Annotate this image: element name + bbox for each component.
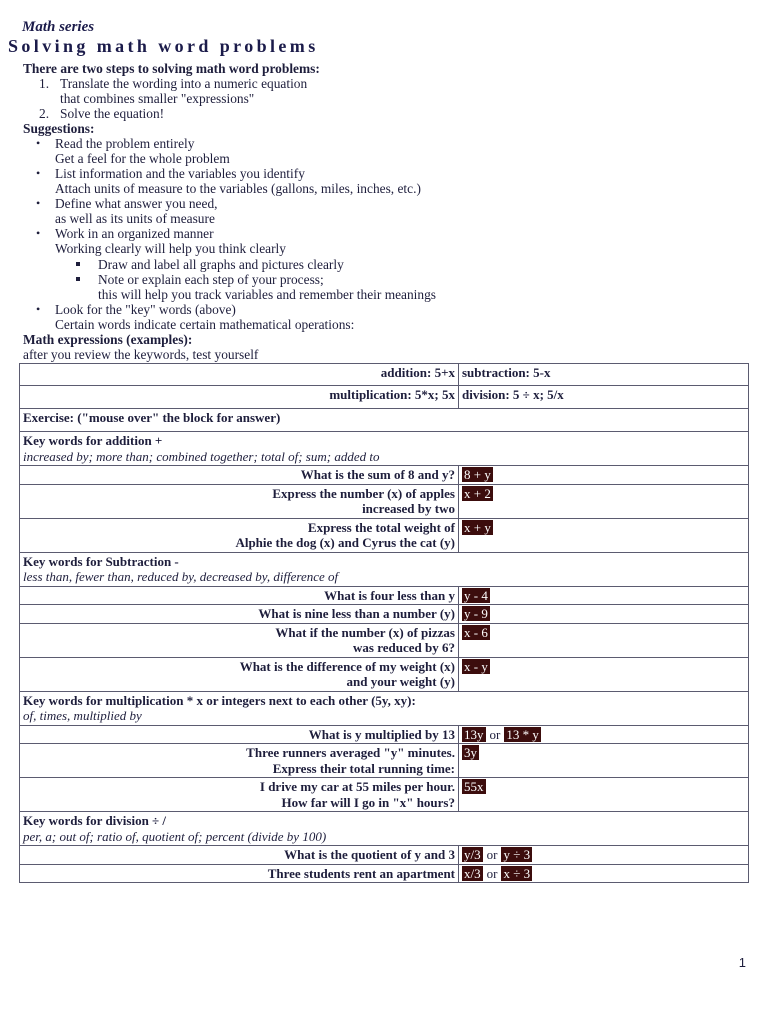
question-cell	[20, 623, 459, 657]
table-row	[20, 725, 749, 744]
suggestion-text: Define what answer you need,	[55, 196, 218, 211]
section-heading: Key words for addition +	[23, 433, 163, 448]
or-label: or	[486, 847, 498, 862]
bullet-icon: •	[36, 166, 41, 180]
table-row	[20, 744, 749, 778]
suggestion-text: Work in an organized manner	[55, 226, 214, 241]
table-row	[20, 364, 749, 386]
section-keywords: increased by; more than; combined together; total of; sum; added to	[23, 448, 380, 464]
exercise-label: Exercise: ("mouse over" the block for answer)	[23, 410, 281, 425]
answer-block[interactable]: y ÷ 3	[503, 847, 531, 862]
bullet-icon: •	[36, 196, 41, 210]
or-label: or	[486, 865, 498, 881]
answer-block[interactable]: x ÷ 3	[503, 865, 531, 881]
page-title: Solving math word problems	[8, 36, 319, 56]
table-row	[20, 586, 749, 605]
table-row	[20, 846, 749, 865]
multiplication-example: multiplication: 5*x; 5x	[20, 386, 459, 409]
question-text: increased by two	[362, 501, 455, 516]
question-cell	[20, 725, 459, 744]
section-keywords: per, a; out of; ratio of, quotient of; percent (divide by 100)	[23, 828, 327, 844]
question-cell	[20, 864, 459, 883]
suggestions-heading: Suggestions:	[23, 121, 95, 136]
section-keywords: of, times, multiplied by	[23, 708, 142, 723]
question-text: Three students rent an apartment	[267, 865, 455, 881]
answer-cell[interactable]	[459, 466, 749, 485]
answer-cell[interactable]	[459, 778, 749, 812]
bullet-icon: •	[36, 302, 41, 316]
question-cell	[20, 466, 459, 485]
suggestion-text: as well as its units of measure	[55, 211, 215, 226]
answer-block[interactable]: y/3	[464, 847, 481, 862]
section-keywords: less than, fewer than, reduced by, decreased by, difference of	[23, 569, 339, 584]
question-cell	[20, 657, 459, 691]
question-cell	[20, 605, 459, 624]
answer-cell[interactable]	[459, 725, 749, 744]
exercise-table	[19, 363, 749, 883]
series-label: Math series	[22, 19, 95, 35]
answer-cell[interactable]	[459, 586, 749, 605]
question-text: What is nine less than a number (y)	[258, 606, 455, 621]
answer-cell[interactable]	[459, 846, 749, 865]
table-row	[20, 386, 749, 409]
bullet-icon: •	[36, 226, 41, 240]
step-number: 2.	[39, 106, 50, 121]
keyword-section	[20, 691, 749, 725]
answer-block[interactable]: 13y	[464, 726, 484, 742]
question-cell	[20, 484, 459, 518]
division-example: division: 5 ÷ x; 5/x	[459, 386, 749, 409]
or-label: or	[489, 726, 501, 742]
answer-block[interactable]: 8 + y	[464, 467, 491, 482]
sub-suggestion-text: Draw and label all graphs and pictures clearly	[98, 257, 344, 272]
table-row	[20, 812, 749, 846]
suggestion-text: Get a feel for the whole problem	[55, 151, 230, 166]
question-text: What is the difference of my weight (x)	[239, 658, 455, 674]
answer-cell[interactable]	[459, 657, 749, 691]
question-text: What is y multiplied by 13	[308, 726, 455, 742]
table-row	[20, 518, 749, 552]
answer-block[interactable]: 13 * y	[506, 726, 539, 742]
keyword-section	[20, 812, 749, 846]
table-row	[20, 409, 749, 432]
section-heading: Key words for multiplication * x or integers next to each other (5y, xy):	[23, 692, 416, 708]
question-text: How far will I go in "x" hours?	[281, 794, 455, 810]
answer-cell[interactable]	[459, 518, 749, 552]
answer-block[interactable]: y - 9	[464, 606, 488, 621]
suggestion-text: List information and the variables you identify	[55, 166, 305, 181]
question-cell	[20, 744, 459, 778]
table-row	[20, 466, 749, 485]
question-text: What if the number (x) of pizzas	[275, 624, 455, 640]
table-row	[20, 605, 749, 624]
answer-block[interactable]: x/3	[464, 865, 481, 881]
exercise-instruction	[20, 409, 749, 432]
suggestion-text: Working clearly will help you think clearly	[55, 241, 286, 256]
suggestion-text: Attach units of measure to the variables (gallons, miles, inches, etc.)	[55, 181, 421, 196]
answer-block[interactable]: x + 2	[464, 485, 491, 501]
square-bullet-icon	[76, 262, 80, 266]
answer-block[interactable]: 55x	[464, 779, 484, 794]
steps-heading: There are two steps to solving math word problems:	[23, 61, 320, 76]
answer-cell[interactable]	[459, 605, 749, 624]
suggestion-text: Certain words indicate certain mathematical operations:	[55, 317, 355, 332]
question-text: Alphie the dog (x) and Cyrus the cat (y)	[235, 535, 455, 550]
question-cell	[20, 778, 459, 812]
table-row	[20, 432, 749, 466]
sub-suggestion-text: this will help you track variables and remember their meanings	[98, 287, 437, 302]
question-text: was reduced by 6?	[353, 640, 455, 655]
suggestion-text: Look for the "key" words (above)	[55, 302, 236, 317]
question-text: Express their total running time:	[272, 760, 455, 776]
answer-block[interactable]: y - 4	[464, 587, 488, 603]
question-text: What is the sum of 8 and y?	[300, 467, 455, 482]
expressions-subheading: after you review the keywords, test yourself	[23, 347, 259, 362]
question-text: Express the total weight of	[307, 519, 455, 535]
table-row	[20, 552, 749, 586]
page-number: 1	[738, 955, 746, 970]
addition-example: addition: 5+x	[20, 364, 459, 386]
step-number: 1.	[39, 76, 50, 91]
answer-block[interactable]: x + y	[464, 519, 491, 535]
question-text: What is the quotient of y and 3	[284, 847, 455, 862]
table-row	[20, 657, 749, 691]
answer-cell[interactable]	[459, 623, 749, 657]
question-cell	[20, 518, 459, 552]
square-bullet-icon	[76, 277, 80, 281]
section-heading: Key words for division ÷ /	[23, 813, 167, 828]
bullet-icon: •	[36, 136, 41, 150]
question-cell	[20, 586, 459, 605]
answer-block[interactable]: x - 6	[464, 624, 488, 640]
answer-block[interactable]: 3y	[464, 745, 477, 760]
section-heading: Key words for Subtraction -	[23, 553, 179, 569]
question-text: and your weight (y)	[346, 674, 455, 689]
table-row	[20, 778, 749, 812]
answer-block[interactable]: x - y	[464, 658, 488, 674]
table-row	[20, 864, 749, 883]
answer-cell[interactable]	[459, 744, 749, 778]
keyword-section	[20, 552, 749, 586]
question-text: Three runners averaged "y" minutes.	[246, 745, 455, 760]
question-cell	[20, 846, 459, 865]
table-row	[20, 484, 749, 518]
table-row	[20, 691, 749, 725]
answer-cell[interactable]	[459, 864, 749, 883]
question-text: Express the number (x) of apples	[272, 485, 455, 501]
sub-suggestion-text: Note or explain each step of your process;	[98, 272, 324, 287]
suggestion-text: Read the problem entirely	[55, 136, 195, 151]
keyword-section	[20, 432, 749, 466]
step-text: Translate the wording into a numeric equation	[60, 76, 308, 91]
expressions-heading: Math expressions (examples):	[23, 332, 193, 347]
table-row	[20, 623, 749, 657]
step-text: Solve the equation!	[60, 106, 165, 121]
question-text: What is four less than y	[324, 587, 455, 603]
question-text: I drive my car at 55 miles per hour.	[259, 779, 455, 794]
subtraction-example: subtraction: 5-x	[459, 364, 749, 386]
answer-cell[interactable]	[459, 484, 749, 518]
step-text: that combines smaller "expressions"	[60, 91, 255, 106]
